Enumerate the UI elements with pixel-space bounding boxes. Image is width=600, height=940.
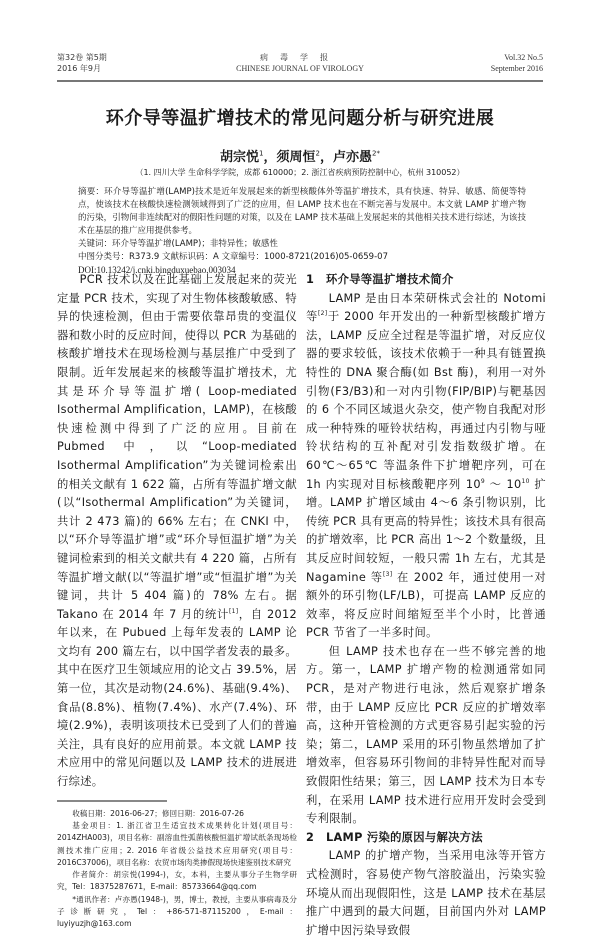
doi: DOI:10.13242/j.cnki.bingduxuebao.003034 xyxy=(78,265,236,275)
section-heading-2 xyxy=(306,829,546,848)
paragraph-text: 在 2002 年，通过使用一对额外的环引物(LF/LB)，可提高 LAMP 反应的效率，将反应时间缩短至半个小时，比普通 PCR 节省了一半多时间。 xyxy=(306,570,547,640)
paragraph-text: ，自 2012 年以来，在 Pubued 上每年发表的 LAMP 论文均有 200 篇左右，以中国学者发表的最多。其中在医疗卫生领域应用的论文占 39.5%，居第一位，其次是动物(24.6%)、基础(9.4%)、食品(8.8%)、植物(7.4%)、水产(7.4%)、环境(2.9%)，表明该项技术已受到了人们的普遍关注，具有良好的应用前景。本文就 LAMP 技术应用中的常见问题以及 LAMP 技术的进展进行综述。 xyxy=(57,607,297,789)
header-center xyxy=(57,52,543,74)
author-affil-mark: 2* xyxy=(372,149,380,158)
section-heading-1 xyxy=(306,271,546,290)
section-number: 1 xyxy=(306,273,315,286)
section-number: 2 xyxy=(306,830,315,844)
date-en: September 2016 xyxy=(490,64,543,73)
journal-name-en: CHINESE JOURNAL OF VIROLOGY xyxy=(236,64,364,73)
section-title: LAMP 污染的原因与解决方法 xyxy=(326,830,483,844)
paragraph-text: ～ 10 xyxy=(484,477,522,491)
article-number: 文章编号：1000-8721(2016)05-0659-07 xyxy=(221,252,388,262)
paragraph-text: 于 2000 年开发出的一种新型核酸扩增方法，LAMP 反应全过程是等温扩增，对反应仪器的要求较低，该技术依赖于一种具有链置换特性的 DNA 聚合酶(如 Bst 酶)，利用一对外引物(F3/B3)和一对内引物(FIP/BIP)与靶基因的 6 个不同区域退火杂交，使产物自我配对形成一种特殊的哑铃状结构，再通过内引物与哑铃状结构的互补配对引发指数级扩增。在 60℃～65℃ 等温条件下扩增靶序列，可在 1h 内实现对目标核酸靶序列 10 xyxy=(306,310,546,491)
author-affil-mark: 1 xyxy=(259,149,264,158)
footnote-rule xyxy=(57,800,167,802)
footnote-dates: 收稿日期：2016-06-27；修回日期：2016-07-26 xyxy=(72,808,244,818)
citation-ref[interactable]: [2] xyxy=(318,310,328,318)
left-column xyxy=(57,271,297,931)
classification-row xyxy=(78,251,526,264)
date-cn: 2016 年9月 xyxy=(57,64,101,73)
footnote-funding: 基金项目：1. 浙江省卫生适宜技术成果转化计划(项目号：2014ZHA003)，项目名称：副溶血性弧菌核酸恒温扩增试纸条现场检测技术推广应用；2. 2016 年省级公益技术应用研究(项目号：2016C37006)，项目名称：农贸市场肉类掺假现场快速鉴别技术研究 xyxy=(57,820,297,867)
header-right xyxy=(491,52,543,74)
paragraph-text: PCR 技术以及在此基础上发展起来的荧光定量 PCR 技术，实现了对生物体核酸敏感、特异的快速检测，但由于需要依靠昂贵的变温仪器和数小时的反应时间，使得以 PCR 为基础的核酸扩增技术在现场检测与基层推广中受到了限制。近年发展起来的核酸等温扩增技术，尤其是环介导等温扩增( Loop-mediated Isothermal Amplification，LAMP)，在核酸快速检测中得到了广泛的应用。目前在 Pubmed 中，以“Loop-mediated Isothermal Amplification”为关键词检索出的相关文献有 1 622 篇，占所有等温扩增文献(以“Isothermal Amplification”为关键词，共计 2 473 篇)的 66% 左右；在 CNKI 中，以“环介导等温扩增”或“环介导恒温扩增”为关键词检索到的相关文献共有 4 220 篇，占所有等温扩增文献(以“等温扩增”或“恒温扩增”为关键词，共计 5 404 篇)的 78% 左右。据 Takano 在 2014 年 7 月的统计 xyxy=(57,273,297,621)
section-title: 环介导等温扩增技术简介 xyxy=(326,273,454,286)
keywords: 关键词：环介导等温扩增(LAMP)；非特异性；敏感性 xyxy=(78,239,278,249)
author-name: 须周恒 xyxy=(276,150,316,165)
author-separator: ， xyxy=(263,150,277,165)
body-paragraph: LAMP 的扩增产物，当采用电泳等开管方式检测时，容易使产物气溶胶溢出，污染实验环境从而出现假阳性，这是 LAMP 技术在基层推广中遇到的最大问题，目前国内外对 LAMP 扩增中因污染导致假 xyxy=(306,849,546,937)
footnote-author-bio: 作者简介：胡宗悦(1994-)，女，本科，主要从事分子生物学研究，Tel：18375287671，E-mail：85733664@qq.com xyxy=(57,870,297,892)
abstract-block xyxy=(78,186,526,277)
footnote-corresponding: *通讯作者：卢亦愚(1948-)，男，博士，教授，主要从事病毒及分子诊断研究，Tel：+86-571-87115200，E-mail：luyiyuzjh@163.com xyxy=(57,894,297,929)
intro-paragraph xyxy=(57,271,297,792)
header-rule xyxy=(57,80,543,82)
author-affil-mark: 2 xyxy=(315,149,320,158)
author-name: 胡宗悦 xyxy=(220,150,260,165)
author-list xyxy=(0,146,600,165)
body-paragraph: 但 LAMP 技术也存在一些不够完善的地方。第一，LAMP 扩增产物的检测通常如同 PCR，是对产物进行电泳，然后观察扩增条带，由于 LAMP 反应比 PCR 反应的扩增效率高，这种开管检测的方式更容易引起实验的污染；第二，LAMP 采用的环引物虽然增加了扩增效率，但容易环引物间的非特异性配对而导致假阳性结果；第三，因 LAMP 技术为日本专利，在采用 LAMP 技术进行应用开发时会受到专利限制。 xyxy=(306,644,546,826)
body-paragraph xyxy=(306,290,546,643)
exponent: 9 xyxy=(480,477,485,485)
volume-issue: 第32卷 第5期 xyxy=(57,53,107,62)
journal-name-cn: 病毒学报 xyxy=(260,53,340,62)
document-code: 文献标识码：A xyxy=(161,252,219,262)
paragraph-text: 扩增。LAMP 扩增区域由 4～6 条引物识别，比传统 PCR 具有更高的特异性；该技术具有很高的扩增效率，比 PCR 高出 1～2 个数量级，且其反应时间较短，一般只需 1h 左右，尤其是 Nagamine 等 xyxy=(306,477,546,584)
right-column xyxy=(306,271,546,940)
footnotes xyxy=(57,808,297,931)
citation-ref[interactable]: [1] xyxy=(228,607,239,615)
citation-ref[interactable]: [3] xyxy=(383,570,393,578)
volume-number: Vol.32 No.5 xyxy=(504,53,543,62)
paragraph-text: LAMP 是由日本荣研株式会社的 Notomi 等 xyxy=(306,291,546,324)
affiliations: （1. 四川大学 生命科学学院，成都 610000；2. 浙江省疾病预防控制中心，杭州 310052） xyxy=(135,168,465,177)
paper-title: 环介导等温扩增技术的常见问题分析与研究进展 xyxy=(105,108,495,129)
author-name: 卢亦愚 xyxy=(333,150,373,165)
clc-number: 中图分类号：R373.9 xyxy=(78,252,160,262)
author-separator: ， xyxy=(319,150,333,165)
abstract-text: 摘要：环介导等温扩增(LAMP)技术是近年发展起来的新型核酸体外等温扩增技术，具有快速、特异、敏感、简便等特点，使该技术在核酸快速检测领域得到了广泛的应用，但 LAMP 技术也在不断完善与发展中。本文就 LAMP 扩增产物的污染，引物间非连续配对的假阳性问题的对策，以及在 LAMP 技术基础上发展起来的其他相关技术进行综述，为该技术在基层的推广应用提供参考。 xyxy=(78,187,526,236)
running-header xyxy=(57,50,543,80)
exponent: 10 xyxy=(521,477,530,485)
